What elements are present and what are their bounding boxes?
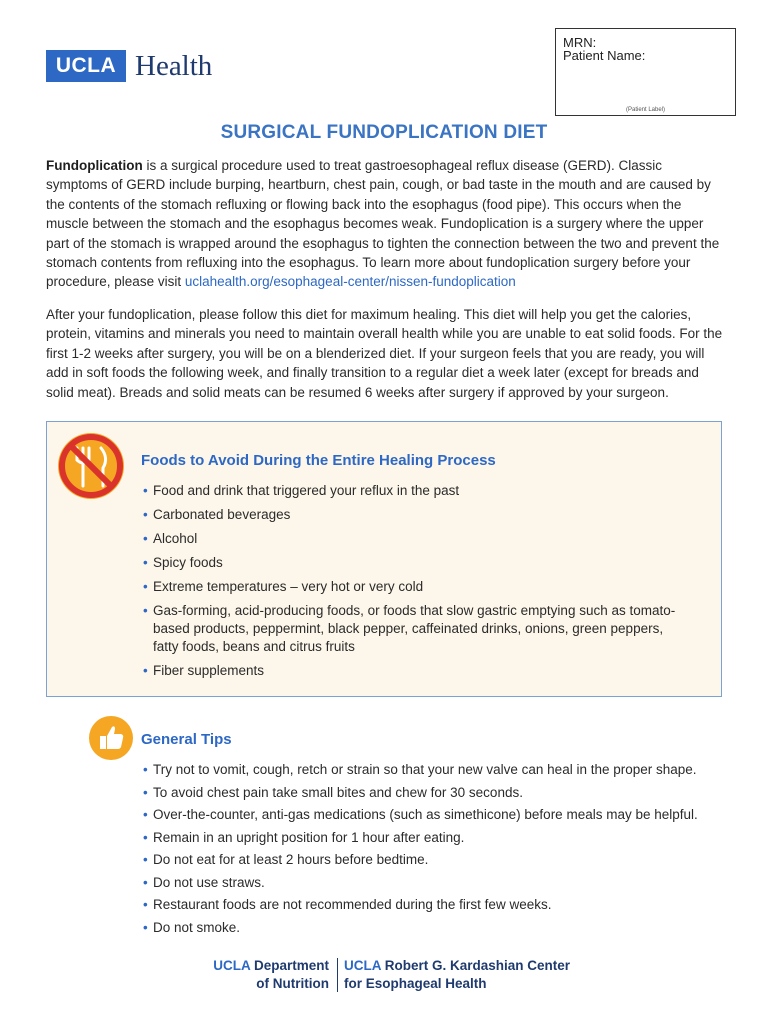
list-item: • To avoid chest pain take small bites and chew for 30 seconds. [143,784,723,802]
fundoplication-link[interactable]: uclahealth.org/esophageal-center/nissen-fundoplication [184,274,516,290]
footer-left-line1: Department [250,958,329,973]
list-item: • Do not smoke. [143,919,723,937]
footer-ucla-left: UCLA [213,958,251,973]
list-item: • Extreme temperatures – very hot or very cold [143,578,683,596]
intro-text: is a surgical procedure used to treat gastroesophageal reflux disease (GERD). Classic symptoms of GERD include burping, heartburn, chest pain, cough, or bad taste in the mouth and are caused by the contents of the stomach refluxing or flowing back into the esophagus (food pipe). This occurs when the muscle between the stomach and the esophagus becomes weak. Fundoplication is a surgery where the upper part of the stomach is wrapped around the esophagus to tighten the connection between the two and prevent the stomach contents from refluxing into the esophagus. To learn more about fundoplication surgery before your procedure, please visit [46,158,720,290]
tips-list [143,761,723,937]
patient-label-box [555,28,736,116]
footer-kardashian-center [344,957,570,993]
list-item: • Gas-forming, acid-producing foods, or foods that slow gastric emptying such as tomato-based products, peppermint, black pepper, caffeinated drinks, onions, green peppers, fatty foods, beans and citrus fruits [143,602,683,656]
list-item: • Do not eat for at least 2 hours before bedtime. [143,851,723,869]
list-item: • Do not use straws. [143,874,723,892]
list-item: • Fiber supplements [143,662,683,680]
footer-left-line2: of Nutrition [256,976,329,991]
tips-heading: General Tips [141,731,232,748]
list-item: • Restaurant foods are not recommended during the first few weeks. [143,896,723,914]
list-item: • Spicy foods [143,554,683,572]
page-title: SURGICAL FUNDOPLICATION DIET [220,122,548,143]
list-item: • Over-the-counter, anti-gas medications (such as simethicone) before meals may be helpful. [143,806,723,824]
list-item: • Food and drink that triggered your reflux in the past [143,482,683,500]
logo-box: UCLA [46,50,126,82]
list-item: • Carbonated beverages [143,506,683,524]
patient-name-label: Patient Name: [563,48,646,63]
intro-paragraph [46,156,726,292]
mrn-label: MRN: [563,35,597,50]
no-utensils-icon [55,430,127,502]
intro-term: Fundoplication [46,158,143,173]
ucla-health-logo [46,50,212,82]
footer-ucla-right: UCLA [344,958,381,973]
patient-label-caption: (Patient Label) [625,107,666,113]
footer-divider [337,958,338,992]
thumbs-up-icon [88,715,134,761]
diet-paragraph: After your fundoplication, please follow this diet for maximum healing. This diet will help you get the calories, protein, vitamins and minerals you need to maintain overall health while you are unable to eat solid foods. For the first 1-2 weeks after surgery, you will be on a blenderized diet. If your surgeon feels that you are ready, you will add in soft foods the following week, and finally transition to a regular diet a week later (except for breads and solid meat). Breads and solid meats can be resumed 6 weeks after surgery if approved by your surgeon. [46,307,723,400]
footer-department-nutrition [213,957,329,993]
logo-wordmark: Health [135,50,213,82]
list-item: • Remain in an upright position for 1 hour after eating. [143,829,723,847]
avoid-list [143,482,683,680]
list-item: • Try not to vomit, cough, retch or strain so that your new valve can heal in the proper shape. [143,761,723,779]
list-item: • Alcohol [143,530,683,548]
avoid-heading: Foods to Avoid During the Entire Healing Process [141,452,496,469]
footer-right-line2: for Esophageal Health [344,976,487,991]
footer-right-line1: Robert G. Kardashian Center [381,958,571,973]
